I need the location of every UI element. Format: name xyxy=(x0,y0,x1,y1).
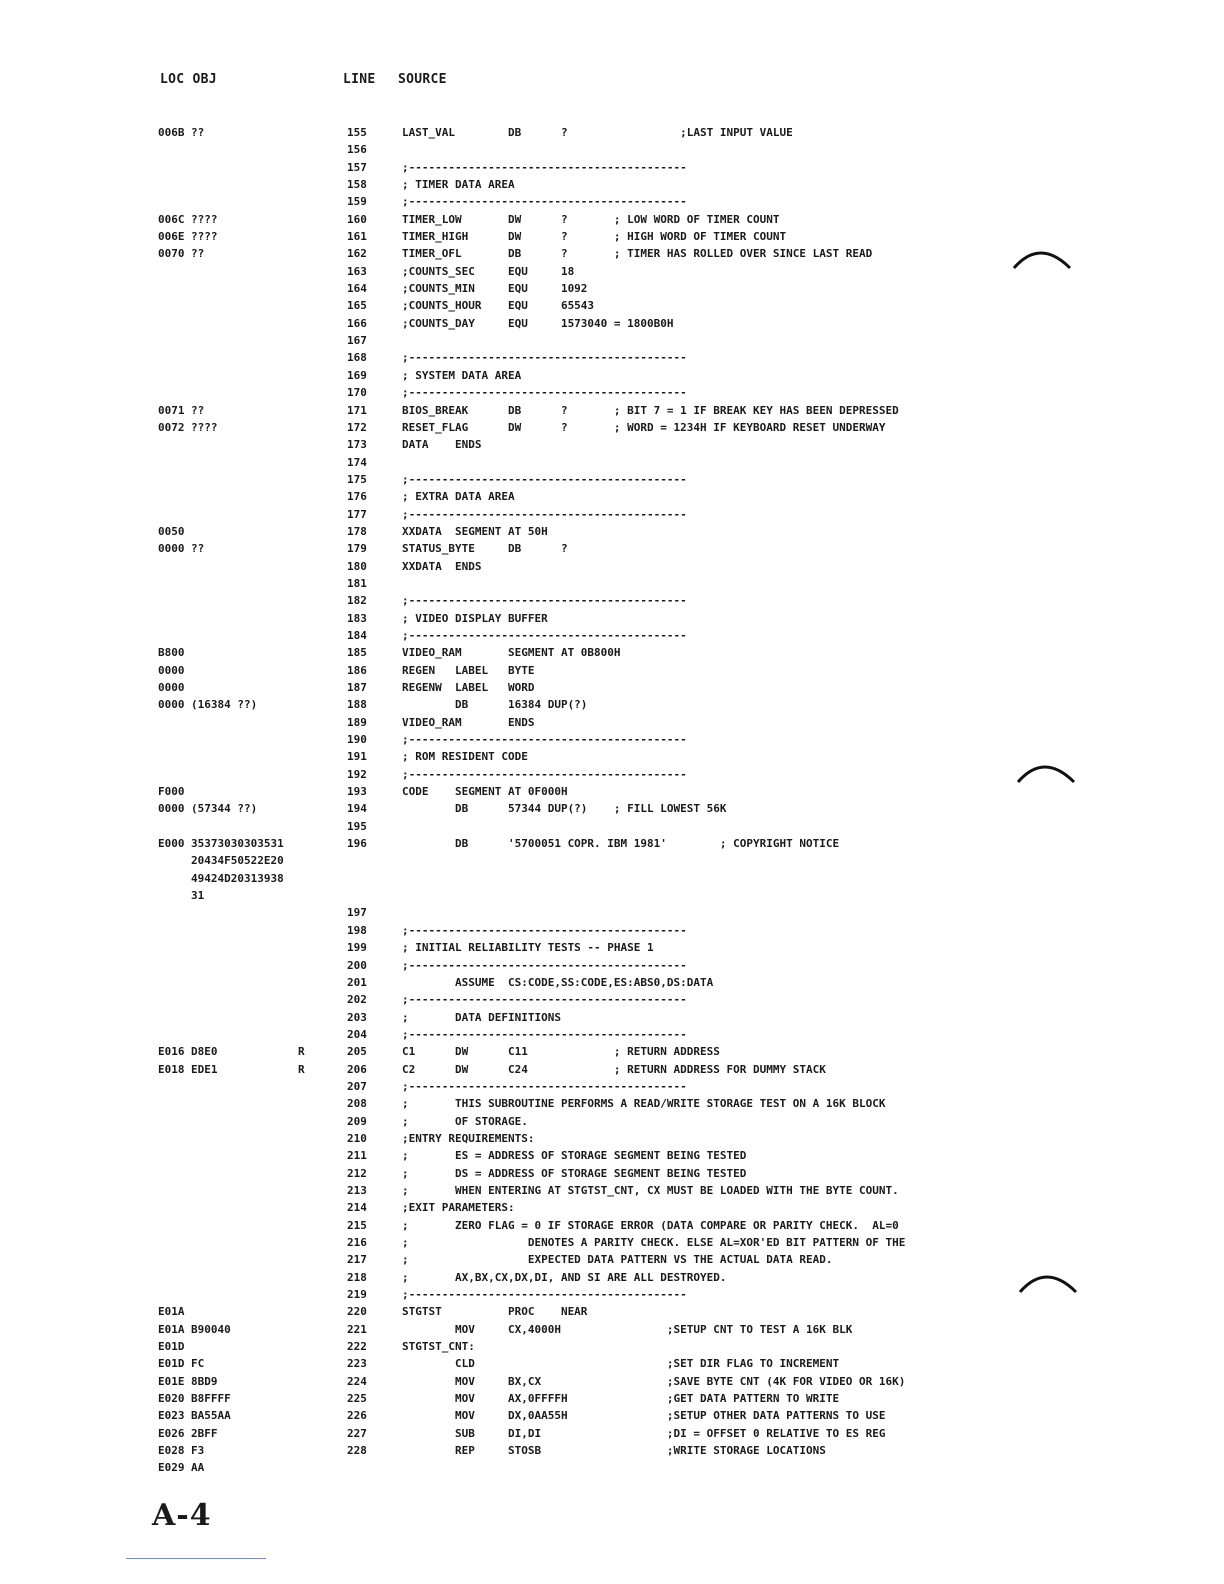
source-text: ;------------------------------------------ xyxy=(402,1079,687,1093)
line-number: 160 xyxy=(347,212,367,226)
source-text: ;------------------------------------------ xyxy=(402,1288,687,1302)
source-text: DATA ENDS xyxy=(402,438,482,452)
source-text: ;------------------------------------------ xyxy=(402,160,687,174)
listing-row xyxy=(0,1355,1224,1372)
listing-row xyxy=(0,679,1224,696)
source-text: STGTST PROC NEAR xyxy=(402,1305,588,1319)
source-text: ;------------------------------------------ xyxy=(402,733,687,747)
source-text: RESET_FLAG DW ? ; WORD = 1234H IF KEYBOARD RESET UNDERWAY xyxy=(402,420,886,434)
line-number: 209 xyxy=(347,1114,367,1128)
listing-row xyxy=(0,1373,1224,1390)
listing-row xyxy=(0,419,1224,436)
line-number: 220 xyxy=(347,1305,367,1319)
line-number: 183 xyxy=(347,611,367,625)
source-text: ; INITIAL RELIABILITY TESTS -- PHASE 1 xyxy=(402,941,654,955)
footer-rule xyxy=(126,1558,266,1559)
line-number: 163 xyxy=(347,264,367,278)
obj-field: B90040 xyxy=(191,1322,231,1336)
loc-field: E023 xyxy=(158,1409,185,1423)
listing-row xyxy=(0,367,1224,384)
line-number: 196 xyxy=(347,837,367,851)
line-number: 190 xyxy=(347,733,367,747)
listing-row xyxy=(0,991,1224,1008)
source-text: ; ES = ADDRESS OF STORAGE SEGMENT BEING TESTED xyxy=(402,1149,747,1163)
line-number: 189 xyxy=(347,715,367,729)
line-number: 164 xyxy=(347,282,367,296)
loc-field: E01D xyxy=(158,1357,185,1371)
listing-row xyxy=(0,1390,1224,1407)
loc-field: 006E xyxy=(158,230,185,244)
obj-field: BA55AA xyxy=(191,1409,231,1423)
line-number: 169 xyxy=(347,368,367,382)
line-number: 210 xyxy=(347,1131,367,1145)
source-text: ;------------------------------------------ xyxy=(402,767,687,781)
listing-row xyxy=(0,1338,1224,1355)
source-text: ; AX,BX,CX,DX,DI, AND SI ARE ALL DESTROYED. xyxy=(402,1270,727,1284)
loc-field: E01E xyxy=(158,1374,185,1388)
line-number: 186 xyxy=(347,663,367,677)
listing-row xyxy=(0,592,1224,609)
obj-field: D8E0 xyxy=(191,1045,218,1059)
loc-field: 0071 xyxy=(158,403,185,417)
source-text: XXDATA SEGMENT AT 50H xyxy=(402,524,548,538)
listing-row xyxy=(0,523,1224,540)
listing-row xyxy=(0,1078,1224,1095)
listing-row xyxy=(0,835,1224,852)
binder-hole-arc-icon xyxy=(1016,756,1076,786)
line-number: 200 xyxy=(347,958,367,972)
listing-row xyxy=(0,922,1224,939)
source-text: ASSUME CS:CODE,SS:CODE,ES:ABS0,DS:DATA xyxy=(402,975,714,989)
line-number: 201 xyxy=(347,975,367,989)
listing-row xyxy=(0,211,1224,228)
loc-field: 0070 xyxy=(158,247,185,261)
listing-row xyxy=(0,1182,1224,1199)
listing-row xyxy=(0,575,1224,592)
source-text: ; WHEN ENTERING AT STGTST_CNT, CX MUST BE LOADED WITH THE BYTE COUNT. xyxy=(402,1183,899,1197)
page-number: A-4 xyxy=(152,1498,212,1533)
line-number: 156 xyxy=(347,143,367,157)
line-number: 191 xyxy=(347,750,367,764)
binder-hole-arc-icon xyxy=(1012,242,1072,272)
line-number: 192 xyxy=(347,767,367,781)
source-text: ;------------------------------------------ xyxy=(402,195,687,209)
listing-row xyxy=(0,870,1224,887)
loc-field: E020 xyxy=(158,1392,185,1406)
line-number: 178 xyxy=(347,524,367,538)
source-text: MOV DX,0AA55H ;SETUP OTHER DATA PATTERNS TO USE xyxy=(402,1409,886,1423)
listing-row xyxy=(0,696,1224,713)
loc-field: 006B xyxy=(158,126,185,139)
obj-field: FC xyxy=(191,1357,205,1371)
source-text: ;------------------------------------------ xyxy=(402,628,687,642)
obj-field: F3 xyxy=(191,1444,205,1458)
listing-row xyxy=(0,332,1224,349)
line-number: 174 xyxy=(347,455,367,469)
line-number: 197 xyxy=(347,906,367,920)
source-text: TIMER_LOW DW ? ; LOW WORD OF TIMER COUNT xyxy=(402,212,780,226)
line-number: 175 xyxy=(347,472,367,486)
line-number: 198 xyxy=(347,923,367,937)
source-text: BIOS_BREAK DB ? ; BIT 7 = 1 IF BREAK KEY HAS BEEN DEPRESSED xyxy=(402,403,899,417)
source-text: ; VIDEO DISPLAY BUFFER xyxy=(402,611,548,625)
obj-field: ???? xyxy=(191,230,218,244)
listing-row xyxy=(0,349,1224,366)
listing-row xyxy=(0,887,1224,904)
source-text: ;COUNTS_SEC EQU 18 xyxy=(402,264,575,278)
obj-field: ?? xyxy=(191,403,205,417)
listing-row xyxy=(0,124,1224,141)
listing-row xyxy=(0,610,1224,627)
obj-field: ?? xyxy=(191,247,205,261)
listing-row xyxy=(0,1459,1224,1476)
obj-field: (57344 ??) xyxy=(191,802,258,816)
listing-row xyxy=(0,141,1224,158)
listing-row xyxy=(0,1147,1224,1164)
listing-row xyxy=(0,957,1224,974)
listing-row xyxy=(0,974,1224,991)
line-number: 182 xyxy=(347,594,367,608)
source-text: TIMER_OFL DB ? ; TIMER HAS ROLLED OVER SINCE LAST READ xyxy=(402,247,873,261)
listing-row xyxy=(0,488,1224,505)
obj-field: AA xyxy=(191,1461,205,1475)
listing-row xyxy=(0,662,1224,679)
column-header-source: SOURCE xyxy=(398,72,447,87)
column-header-line: LINE xyxy=(343,72,376,87)
source-text: STATUS_BYTE DB ? xyxy=(402,542,568,556)
listing-row xyxy=(0,1234,1224,1251)
listing-row xyxy=(0,436,1224,453)
source-text: ; DATA DEFINITIONS xyxy=(402,1010,561,1024)
line-number: 171 xyxy=(347,403,367,417)
source-text: C2 DW C24 ; RETURN ADDRESS FOR DUMMY STACK xyxy=(402,1062,826,1076)
listing-row xyxy=(0,471,1224,488)
loc-field: E01D xyxy=(158,1340,185,1354)
source-text: MOV AX,0FFFFH ;GET DATA PATTERN TO WRITE xyxy=(402,1392,840,1406)
line-number: 218 xyxy=(347,1270,367,1284)
loc-field: 0000 xyxy=(158,681,185,694)
line-number: 170 xyxy=(347,386,367,400)
listing-row xyxy=(0,714,1224,731)
listing-row xyxy=(0,540,1224,557)
source-text: XXDATA ENDS xyxy=(402,559,482,573)
listing-row xyxy=(0,1061,1224,1078)
source-text: ; ZERO FLAG = 0 IF STORAGE ERROR (DATA COMPARE OR PARITY CHECK. AL=0 xyxy=(402,1218,899,1232)
source-text: ;------------------------------------------ xyxy=(402,594,687,608)
listing-row xyxy=(0,731,1224,748)
source-text: MOV BX,CX ;SAVE BYTE CNT (4K FOR VIDEO OR 16K) xyxy=(402,1374,906,1388)
source-text: DB 16384 DUP(?) xyxy=(402,698,588,712)
source-text: ; DS = ADDRESS OF STORAGE SEGMENT BEING TESTED xyxy=(402,1166,747,1180)
listing-row xyxy=(0,1043,1224,1060)
loc-field: E016 xyxy=(158,1045,185,1059)
line-number: 195 xyxy=(347,819,367,833)
listing-row xyxy=(0,904,1224,921)
line-number: 172 xyxy=(347,420,367,434)
source-text: STGTST_CNT: xyxy=(402,1340,475,1354)
line-number: 168 xyxy=(347,351,367,365)
loc-field: 0000 xyxy=(158,663,185,677)
line-number: 211 xyxy=(347,1149,367,1163)
loc-field: 0000 xyxy=(158,698,185,712)
line-number: 215 xyxy=(347,1218,367,1232)
line-number: 193 xyxy=(347,785,367,799)
listing-row xyxy=(0,852,1224,869)
listing-row xyxy=(0,800,1224,817)
source-text: ; THIS SUBROUTINE PERFORMS A READ/WRITE STORAGE TEST ON A 16K BLOCK xyxy=(402,1097,886,1111)
loc-field: E028 xyxy=(158,1444,185,1458)
listing-row xyxy=(0,1425,1224,1442)
listing-row xyxy=(0,1026,1224,1043)
loc-field: 0000 xyxy=(158,802,185,816)
listing-row xyxy=(0,384,1224,401)
listing-row xyxy=(0,315,1224,332)
source-text: ;------------------------------------------ xyxy=(402,958,687,972)
loc-field: 006C xyxy=(158,212,185,226)
line-number: 204 xyxy=(347,1027,367,1041)
line-number: 165 xyxy=(347,299,367,313)
obj-field: ?? xyxy=(191,542,205,556)
source-text: VIDEO_RAM SEGMENT AT 0B800H xyxy=(402,646,621,660)
source-text: C1 DW C11 ; RETURN ADDRESS xyxy=(402,1045,720,1059)
source-text: CLD ;SET DIR FLAG TO INCREMENT xyxy=(402,1357,840,1371)
loc-field: E018 xyxy=(158,1062,185,1076)
source-text: ;EXIT PARAMETERS: xyxy=(402,1201,515,1215)
source-text: ;------------------------------------------ xyxy=(402,993,687,1007)
line-number: 179 xyxy=(347,542,367,556)
line-number: 214 xyxy=(347,1201,367,1215)
line-number: 185 xyxy=(347,646,367,660)
listing-row xyxy=(0,558,1224,575)
loc-field: 0000 xyxy=(158,542,185,556)
obj-field: 8BD9 xyxy=(191,1374,218,1388)
source-text: REP STOSB ;WRITE STORAGE LOCATIONS xyxy=(402,1444,826,1458)
listing-row xyxy=(0,506,1224,523)
line-number: 203 xyxy=(347,1010,367,1024)
source-text: ; SYSTEM DATA AREA xyxy=(402,368,522,382)
line-number: 208 xyxy=(347,1097,367,1111)
listing-row xyxy=(0,1165,1224,1182)
line-number: 180 xyxy=(347,559,367,573)
column-header-loc-obj: LOC OBJ xyxy=(160,72,217,87)
loc-field: E01A xyxy=(158,1322,185,1336)
source-text: ;------------------------------------------ xyxy=(402,386,687,400)
listing-row xyxy=(0,176,1224,193)
source-text: ;------------------------------------------ xyxy=(402,351,687,365)
line-number: 225 xyxy=(347,1392,367,1406)
source-text: ;------------------------------------------ xyxy=(402,923,687,937)
source-text: ;COUNTS_DAY EQU 1573040 = 1800B0H xyxy=(402,316,674,330)
listing-row xyxy=(0,1303,1224,1320)
line-number: 176 xyxy=(347,490,367,504)
line-number: 205 xyxy=(347,1045,367,1059)
line-number: 184 xyxy=(347,628,367,642)
loc-field: E01A xyxy=(158,1305,185,1319)
source-text: ;------------------------------------------ xyxy=(402,472,687,486)
source-text: ; TIMER DATA AREA xyxy=(402,178,515,192)
listing-row xyxy=(0,159,1224,176)
obj-field: ?? xyxy=(191,126,205,139)
listing-row xyxy=(0,1442,1224,1459)
obj-field: EDE1 xyxy=(191,1062,218,1076)
listing-row xyxy=(0,1130,1224,1147)
loc-field: E000 xyxy=(158,837,185,851)
line-number: 216 xyxy=(347,1236,367,1249)
line-number: 161 xyxy=(347,230,367,244)
listing-row xyxy=(0,193,1224,210)
obj-field: ???? xyxy=(191,212,218,226)
source-text: ; DENOTES A PARITY CHECK. ELSE AL=XOR'ED BIT PATTERN OF THE xyxy=(402,1236,906,1249)
obj-field: (16384 ??) xyxy=(191,698,258,712)
listing-row xyxy=(0,627,1224,644)
listing-row xyxy=(0,1009,1224,1026)
listing-row xyxy=(0,1217,1224,1234)
line-number: 158 xyxy=(347,178,367,192)
loc-field: F000 xyxy=(158,785,185,799)
source-text: ;------------------------------------------ xyxy=(402,1027,687,1041)
line-number: 217 xyxy=(347,1253,367,1267)
obj-field: 49424D20313938 xyxy=(191,871,284,885)
loc-field: E026 xyxy=(158,1426,185,1440)
source-text: LAST_VAL DB ? ;LAST INPUT VALUE xyxy=(402,126,793,139)
line-number: 167 xyxy=(347,334,367,348)
source-text: CODE SEGMENT AT 0F000H xyxy=(402,785,568,799)
reloc-flag: R xyxy=(298,1045,305,1059)
listing-row xyxy=(0,939,1224,956)
obj-field: 2BFF xyxy=(191,1426,218,1440)
line-number: 173 xyxy=(347,438,367,452)
source-text: ; EXTRA DATA AREA xyxy=(402,490,515,504)
line-number: 222 xyxy=(347,1340,367,1354)
line-number: 224 xyxy=(347,1374,367,1388)
line-number: 194 xyxy=(347,802,367,816)
obj-field: 20434F50522E20 xyxy=(191,854,284,868)
source-text: MOV CX,4000H ;SETUP CNT TO TEST A 16K BLK xyxy=(402,1322,853,1336)
source-text: ; EXPECTED DATA PATTERN VS THE ACTUAL DATA READ. xyxy=(402,1253,833,1267)
line-number: 223 xyxy=(347,1357,367,1371)
listing-row xyxy=(0,454,1224,471)
line-number: 227 xyxy=(347,1426,367,1440)
line-number: 181 xyxy=(347,576,367,590)
line-number: 212 xyxy=(347,1166,367,1180)
listing-row xyxy=(0,644,1224,661)
listing-row xyxy=(0,297,1224,314)
line-number: 157 xyxy=(347,160,367,174)
line-number: 187 xyxy=(347,681,367,694)
line-number: 162 xyxy=(347,247,367,261)
listing-row xyxy=(0,1321,1224,1338)
loc-field: B800 xyxy=(158,646,185,660)
loc-field: 0072 xyxy=(158,420,185,434)
source-text: SUB DI,DI ;DI = OFFSET 0 RELATIVE TO ES REG xyxy=(402,1426,886,1440)
obj-field: B8FFFF xyxy=(191,1392,231,1406)
listing-row xyxy=(0,1113,1224,1130)
obj-field: 35373030303531 xyxy=(191,837,284,851)
line-number: 207 xyxy=(347,1079,367,1093)
line-number: 228 xyxy=(347,1444,367,1458)
source-text: ;ENTRY REQUIREMENTS: xyxy=(402,1131,535,1145)
binder-hole-arc-icon xyxy=(1018,1266,1078,1296)
listing-row xyxy=(0,1407,1224,1424)
line-number: 199 xyxy=(347,941,367,955)
line-number: 177 xyxy=(347,507,367,521)
obj-field: ???? xyxy=(191,420,218,434)
listing-row xyxy=(0,1095,1224,1112)
loc-field: E029 xyxy=(158,1461,185,1475)
obj-field: 31 xyxy=(191,889,205,903)
source-text: REGEN LABEL BYTE xyxy=(402,663,535,677)
line-number: 206 xyxy=(347,1062,367,1076)
source-text: ; ROM RESIDENT CODE xyxy=(402,750,528,764)
source-text: TIMER_HIGH DW ? ; HIGH WORD OF TIMER COUNT xyxy=(402,230,787,244)
source-text: ; OF STORAGE. xyxy=(402,1114,528,1128)
listing-row xyxy=(0,280,1224,297)
source-text: DB 57344 DUP(?) ; FILL LOWEST 56K xyxy=(402,802,727,816)
source-text: ;------------------------------------------ xyxy=(402,507,687,521)
source-text: ;COUNTS_MIN EQU 1092 xyxy=(402,282,588,296)
line-number: 213 xyxy=(347,1183,367,1197)
source-text: ;COUNTS_HOUR EQU 65543 xyxy=(402,299,595,313)
line-number: 155 xyxy=(347,126,367,139)
listing-row xyxy=(0,1199,1224,1216)
line-number: 219 xyxy=(347,1288,367,1302)
line-number: 159 xyxy=(347,195,367,209)
line-number: 221 xyxy=(347,1322,367,1336)
source-text: DB '5700051 COPR. IBM 1981' ; COPYRIGHT NOTICE xyxy=(402,837,840,851)
listing-row xyxy=(0,818,1224,835)
loc-field: 0050 xyxy=(158,524,185,538)
line-number: 226 xyxy=(347,1409,367,1423)
source-text: REGENW LABEL WORD xyxy=(402,681,535,694)
line-number: 202 xyxy=(347,993,367,1007)
source-text: VIDEO_RAM ENDS xyxy=(402,715,535,729)
reloc-flag: R xyxy=(298,1062,305,1076)
line-number: 188 xyxy=(347,698,367,712)
line-number: 166 xyxy=(347,316,367,330)
listing-row xyxy=(0,402,1224,419)
